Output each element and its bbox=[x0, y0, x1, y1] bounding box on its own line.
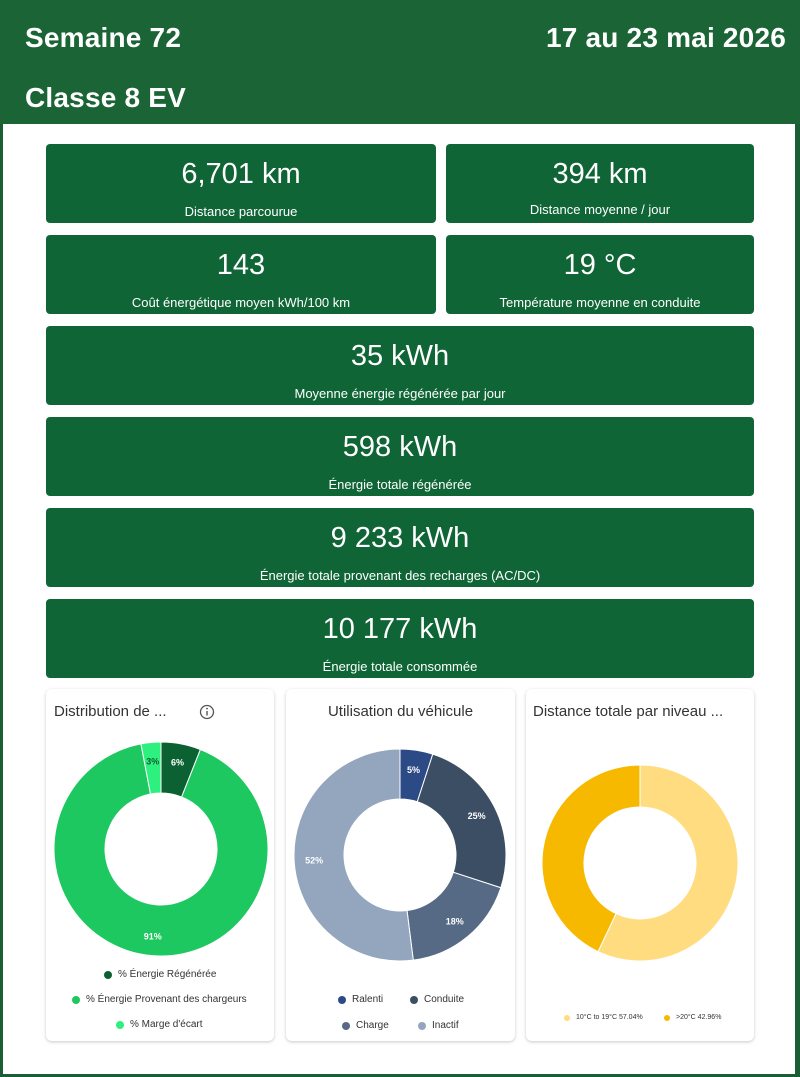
chart-title: Utilisation du véhicule bbox=[327, 703, 474, 720]
legend-swatch bbox=[564, 1015, 570, 1021]
legend-swatch bbox=[664, 1015, 670, 1021]
slice-label-3: 3% bbox=[146, 756, 160, 767]
kpi-total-regen bbox=[46, 417, 754, 496]
slice-label-1: 5% bbox=[406, 765, 420, 776]
legend-label: 10°C to 19°C 57.04% bbox=[576, 1014, 643, 1021]
kpi-temperature bbox=[446, 235, 754, 314]
kpi-label: Moyenne énergie régénérée par jour bbox=[294, 386, 506, 401]
kpi-value: 35 kWh bbox=[350, 340, 450, 372]
report-header bbox=[0, 0, 800, 124]
legend-item bbox=[338, 994, 383, 1005]
legend-item bbox=[72, 994, 247, 1005]
kpi-total-consumed bbox=[46, 599, 754, 678]
legend-label: Inactif bbox=[432, 1020, 459, 1031]
slice-label-2: 91% bbox=[143, 931, 162, 942]
legend-label: % Énergie Provenant des chargeurs bbox=[86, 994, 247, 1005]
legend-swatch bbox=[338, 996, 346, 1004]
kpi-label: Coût énergétique moyen kWh/100 km bbox=[131, 295, 351, 310]
kpi-distance bbox=[46, 144, 436, 223]
legend-swatch bbox=[418, 1022, 426, 1030]
kpi-value: 19 °C bbox=[563, 249, 637, 281]
kpi-value: 9 233 kWh bbox=[330, 522, 470, 554]
kpi-value: 6,701 km bbox=[181, 158, 301, 190]
chart-vehicle-usage bbox=[286, 689, 515, 1041]
kpi-label: Énergie totale consommée bbox=[322, 659, 478, 674]
kpi-avg-distance bbox=[446, 144, 754, 223]
donut-chart bbox=[46, 689, 274, 959]
legend-label: Ralenti bbox=[352, 994, 384, 1005]
legend-label: >20°C 42.96% bbox=[676, 1014, 722, 1021]
donut-chart bbox=[526, 689, 754, 979]
chart-energy-distribution bbox=[46, 689, 274, 1041]
kpi-label: Distance moyenne / jour bbox=[529, 202, 671, 217]
donut-slice-2 bbox=[417, 754, 506, 888]
legend-item bbox=[664, 1014, 721, 1021]
legend-swatch bbox=[410, 996, 418, 1004]
chart-title: Distance totale par niveau ... bbox=[533, 703, 724, 720]
kpi-total-charge bbox=[46, 508, 754, 587]
kpi-label: Énergie totale provenant des recharges (AC/DC) bbox=[259, 568, 541, 583]
kpi-value: 598 kWh bbox=[342, 431, 458, 463]
slice-label-3: 18% bbox=[445, 916, 464, 927]
kpi-avg-regen bbox=[46, 326, 754, 405]
legend-item bbox=[564, 1014, 643, 1021]
legend-label: % Marge d'écart bbox=[130, 1019, 203, 1030]
legend-swatch bbox=[342, 1022, 350, 1030]
slice-label-2: 25% bbox=[467, 810, 486, 821]
legend-item bbox=[418, 1020, 459, 1031]
date-range: 17 au 23 mai 2026 bbox=[545, 22, 786, 53]
legend-item bbox=[410, 994, 464, 1005]
kpi-energy-cost bbox=[46, 235, 436, 314]
legend-label: Charge bbox=[356, 1020, 389, 1031]
week-title: Semaine 72 bbox=[25, 22, 182, 53]
kpi-label: Température moyenne en conduite bbox=[499, 295, 701, 310]
kpi-label: Énergie totale régénérée bbox=[328, 477, 472, 492]
kpi-value: 143 bbox=[216, 249, 266, 281]
slice-label-1: 6% bbox=[170, 757, 184, 768]
legend-label: Conduite bbox=[424, 994, 465, 1005]
legend-swatch bbox=[116, 1021, 124, 1029]
slice-label-4: 52% bbox=[305, 855, 324, 866]
vehicle-class: Classe 8 EV bbox=[25, 82, 186, 113]
legend-item bbox=[342, 1020, 389, 1031]
legend-item bbox=[116, 1019, 203, 1030]
legend-swatch bbox=[72, 996, 80, 1004]
donut-chart bbox=[286, 689, 515, 979]
legend-label: % Énergie Régénérée bbox=[118, 969, 217, 980]
kpi-value: 394 km bbox=[552, 158, 648, 190]
legend-swatch bbox=[104, 971, 112, 979]
kpi-label: Distance parcourue bbox=[184, 204, 298, 219]
legend-item bbox=[104, 969, 216, 980]
chart-title: Distribution de ... bbox=[54, 703, 167, 720]
kpi-value: 10 177 kWh bbox=[322, 613, 478, 645]
chart-distance-by-temperature bbox=[526, 689, 754, 1041]
